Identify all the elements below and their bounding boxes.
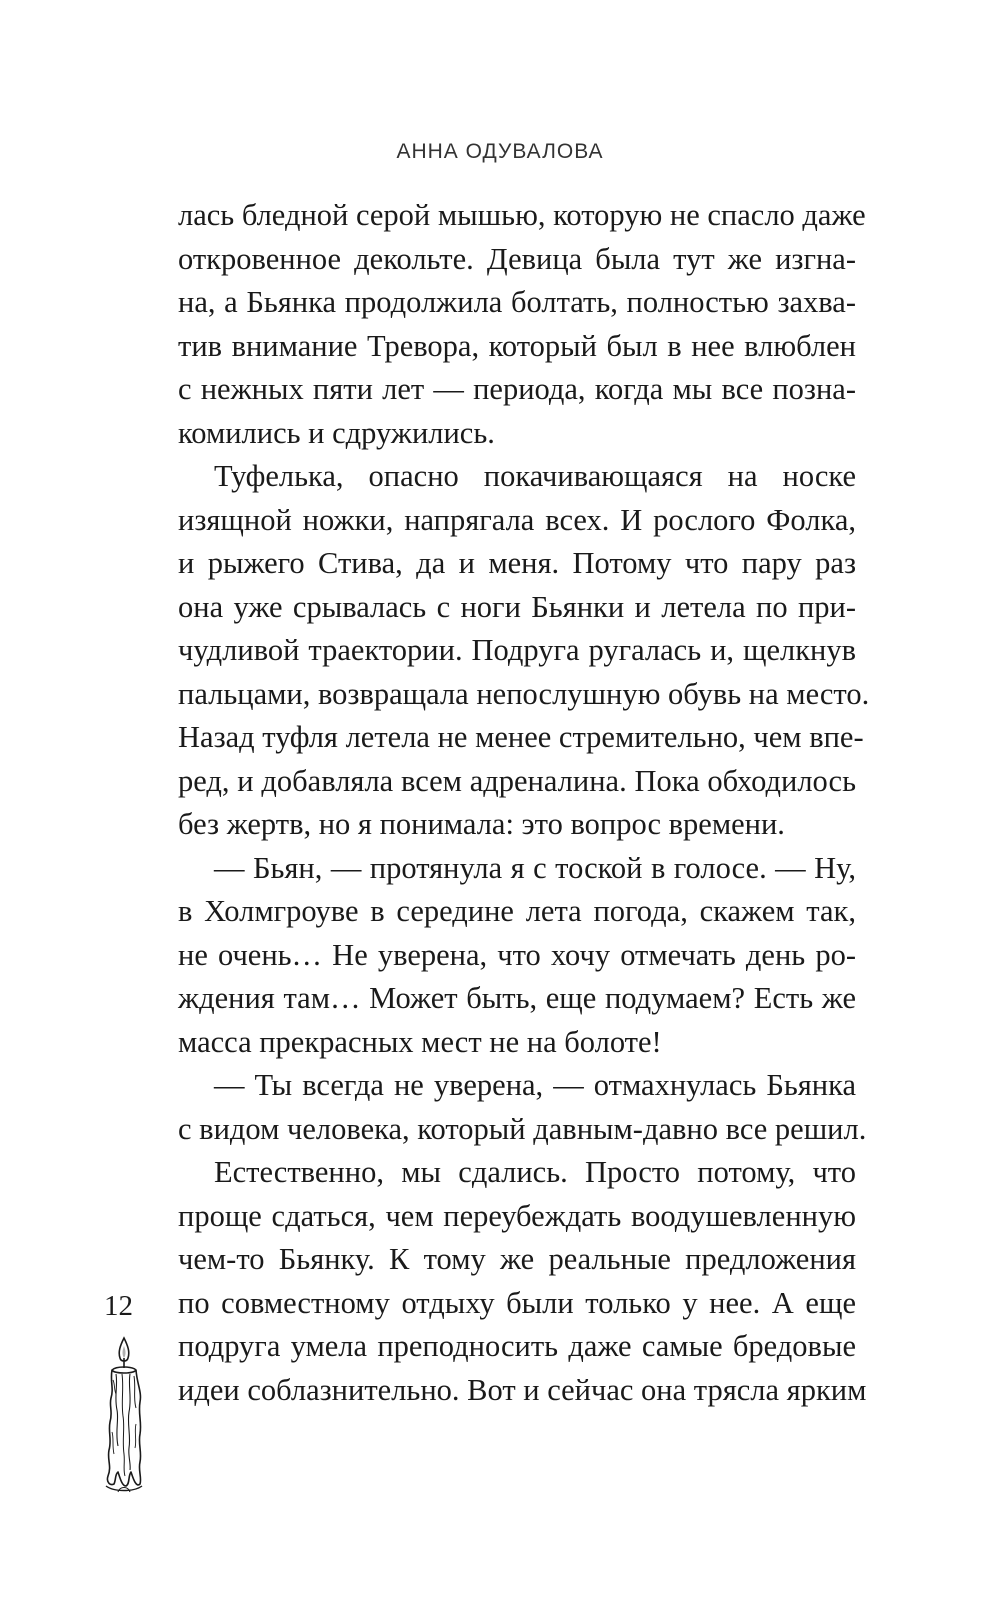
text-line: тив внимание Тревора, который был в нее влюблен: [178, 328, 856, 363]
body-text: [178, 194, 870, 1412]
text-line: — Ты всегда не уверена, — отмахнулась Бьянка: [214, 1068, 856, 1102]
text-line: подруга умела преподносить даже самые бредовые: [178, 1329, 856, 1363]
text-line: ждения там… Может быть, еще подумаем? Есть же: [178, 981, 856, 1015]
page-number: 12: [104, 1290, 133, 1322]
text-line: изящной ножки, напрягала всех. И рослого Фолка,: [178, 502, 856, 537]
text-line: с видом человека, который давным-давно все решил.: [178, 1111, 867, 1146]
text-line: на, а Бьянка продолжила болтать, полностью захва-: [178, 285, 856, 319]
text-line: без жертв, но я понимала: это вопрос времени.: [178, 807, 785, 841]
text-line: она уже срывалась с ноги Бьянки и летела по при-: [178, 589, 856, 624]
text-line: в Холмгроуве в середине лета погода, скажем так,: [178, 894, 856, 928]
text-line: и рыжего Стива, да и меня. Потому что пару раз: [178, 546, 856, 580]
text-line: масса прекрасных мест не на болоте!: [178, 1024, 662, 1059]
running-title: АННА ОДУВАЛОВА: [396, 140, 604, 163]
text-line: лась бледной серой мышью, которую не спасло даже: [178, 198, 866, 232]
text-line: Назад туфля летела не менее стремительно, чем впе-: [178, 720, 864, 754]
text-line: идеи соблазнительно. Вот и сейчас она трясла ярким: [178, 1372, 867, 1407]
text-line: проще сдаться, чем переубеждать воодушевленную: [178, 1198, 856, 1233]
text-line: не очень… Не уверена, что хочу отмечать день ро-: [178, 937, 856, 972]
text-line: пальцами, возвращала непослушную обувь на место.: [178, 676, 870, 711]
text-line: — Бьян, — протянула я с тоской в голосе. — Ну,: [214, 850, 856, 885]
text-line: откровенное декольте. Девица была тут же изгна-: [178, 241, 856, 276]
text-line: Естественно, мы сдались. Просто потому, что: [214, 1155, 856, 1189]
text-line: чем-то Бьянку. К тому же реальные предложения: [178, 1242, 856, 1276]
text-line: чудливой траектории. Подруга ругалась и, щелкнув: [178, 633, 856, 667]
text-line: Туфелька, опасно покачивающаяся на носке: [214, 459, 856, 493]
text-line: с нежных пяти лет — периода, когда мы все позна-: [178, 372, 856, 406]
text-line: ред, и добавляла всем адреналина. Пока обходилось: [178, 763, 856, 798]
candle-icon: [100, 1336, 148, 1494]
text-line: по совместному отдыху были только у нее. А еще: [178, 1285, 856, 1320]
text-line: комились и сдружились.: [178, 415, 495, 450]
